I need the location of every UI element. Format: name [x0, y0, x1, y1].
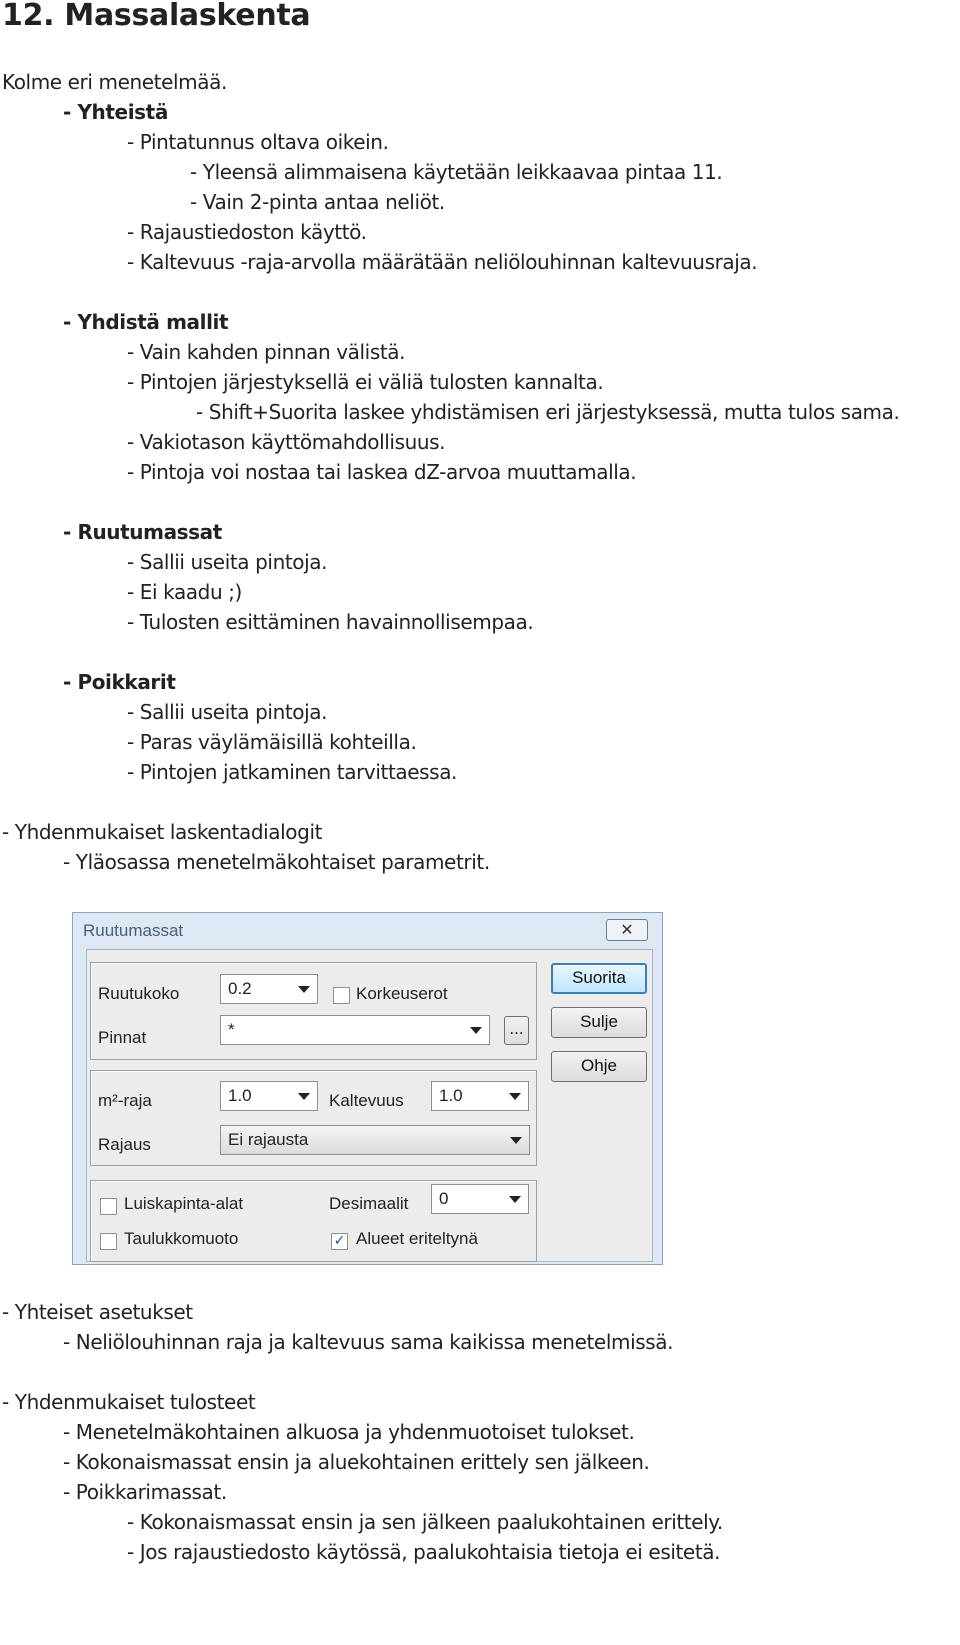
group-limits	[90, 1070, 537, 1166]
m2raja-value: 1.0	[228, 1086, 252, 1105]
text-line: - Vain 2-pinta antaa neliöt.	[190, 190, 445, 214]
text-line: - Menetelmäkohtainen alkuosa ja yhdenmuotoiset tulokset.	[63, 1420, 635, 1444]
text-line: - Shift+Suorita laskee yhdistämisen eri järjestyksessä, mutta tulos sama.	[196, 400, 900, 424]
chevron-down-icon	[470, 1027, 482, 1034]
section-heading: - Ruutumassat	[63, 520, 222, 544]
section-heading: - Yhteistä	[63, 100, 168, 124]
chevron-down-icon	[298, 1093, 310, 1100]
text-line: - Sallii useita pintoja.	[127, 700, 328, 724]
chevron-down-icon	[509, 1093, 521, 1100]
text-line: - Yhdenmukaiset laskentadialogit	[2, 820, 323, 844]
suorita-button[interactable]: Suorita	[551, 963, 647, 994]
m2raja-combo[interactable]	[220, 1081, 318, 1111]
rajaus-combo[interactable]	[220, 1125, 530, 1155]
text-line: - Yleensä alimmaisena käytetään leikkaavaa pintaa 11.	[190, 160, 723, 184]
pinnat-label: Pinnat	[98, 1028, 147, 1047]
m2raja-label: m²-raja	[98, 1091, 152, 1110]
section-heading: - Yhdistä mallit	[63, 310, 229, 334]
text-line: - Yläosassa menetelmäkohtaiset parametrit.	[63, 850, 490, 874]
pinnat-value: *	[228, 1020, 235, 1039]
pinnat-combo[interactable]	[220, 1015, 490, 1045]
luiskapinta-checkbox[interactable]	[100, 1198, 117, 1215]
text-line: - Sallii useita pintoja.	[127, 550, 328, 574]
check-icon: ✓	[333, 1233, 346, 1249]
text-line: - Poikkarimassat.	[63, 1480, 227, 1504]
group-output	[90, 1180, 537, 1262]
text-line: - Tulosten esittäminen havainnollisempaa.	[127, 610, 534, 634]
korkeuserot-label: Korkeuserot	[356, 984, 448, 1003]
sulje-button[interactable]: Sulje	[551, 1007, 647, 1038]
ruutumassat-dialog	[72, 912, 663, 1265]
text-line: - Yhteiset asetukset	[2, 1300, 193, 1324]
desimaalit-label: Desimaalit	[329, 1194, 409, 1213]
korkeuserot-checkbox[interactable]	[333, 987, 350, 1004]
text-line: - Paras väylämäisillä kohteilla.	[127, 730, 417, 754]
chevron-down-icon	[298, 986, 310, 993]
taulukkomuoto-label: Taulukkomuoto	[124, 1229, 239, 1248]
kaltevuus-value: 1.0	[439, 1086, 463, 1105]
text-line: - Kokonaismassat ensin ja aluekohtainen erittely sen jälkeen.	[63, 1450, 650, 1474]
kaltevuus-combo[interactable]	[431, 1081, 529, 1111]
page-title: 12. Massalaskenta	[2, 0, 311, 33]
group-grid-settings	[90, 962, 537, 1060]
chevron-down-icon	[510, 1137, 522, 1144]
desimaalit-value: 0	[439, 1189, 449, 1208]
chevron-down-icon	[509, 1196, 521, 1203]
text-line: - Pintojen jatkaminen tarvittaessa.	[127, 760, 458, 784]
text-line: - Pintojen järjestyksellä ei väliä tulosten kannalta.	[127, 370, 604, 394]
browse-button[interactable]: ...	[504, 1016, 529, 1045]
alueet-label: Alueet eriteltynä	[356, 1229, 478, 1248]
desimaalit-combo[interactable]	[431, 1184, 529, 1214]
text-line: - Vain kahden pinnan välistä.	[127, 340, 406, 364]
close-button[interactable]	[606, 919, 648, 941]
section-heading: - Poikkarit	[63, 670, 176, 694]
text-line: - Kokonaismassat ensin ja sen jälkeen paalukohtainen erittely.	[127, 1510, 723, 1534]
text-line: - Ei kaadu ;)	[127, 580, 242, 604]
kaltevuus-label: Kaltevuus	[329, 1091, 404, 1110]
dialog-title: Ruutumassat	[83, 921, 184, 940]
rajaus-value: Ei rajausta	[228, 1130, 309, 1149]
text-line: - Pintatunnus oltava oikein.	[127, 130, 389, 154]
taulukkomuoto-checkbox[interactable]	[100, 1233, 117, 1250]
text-line: - Yhdenmukaiset tulosteet	[2, 1390, 256, 1414]
text-line: - Rajaustiedoston käyttö.	[127, 220, 367, 244]
luiskapinta-label: Luiskapinta-alat	[124, 1194, 244, 1213]
ruutukoko-label: Ruutukoko	[98, 984, 180, 1003]
rajaus-label: Rajaus	[98, 1135, 151, 1154]
close-icon: ✕	[620, 920, 634, 939]
text-line: - Pintoja voi nostaa tai laskea dZ-arvoa muuttamalla.	[127, 460, 637, 484]
ruutukoko-combo[interactable]	[220, 974, 318, 1004]
ruutukoko-value: 0.2	[228, 979, 252, 998]
text-line: - Vakiotason käyttömahdollisuus.	[127, 430, 446, 454]
text-line: - Kaltevuus -raja-arvolla määrätään neliölouhinnan kaltevuusraja.	[127, 250, 758, 274]
text-line: Kolme eri menetelmää.	[2, 70, 227, 94]
text-line: - Jos rajaustiedosto käytössä, paalukohtaisia tietoja ei esitetä.	[127, 1540, 721, 1564]
dialog-body	[86, 949, 653, 1262]
text-line: - Neliölouhinnan raja ja kaltevuus sama kaikissa menetelmissä.	[63, 1330, 674, 1354]
ohje-button[interactable]: Ohje	[551, 1051, 647, 1082]
alueet-checkbox[interactable]	[331, 1233, 348, 1250]
